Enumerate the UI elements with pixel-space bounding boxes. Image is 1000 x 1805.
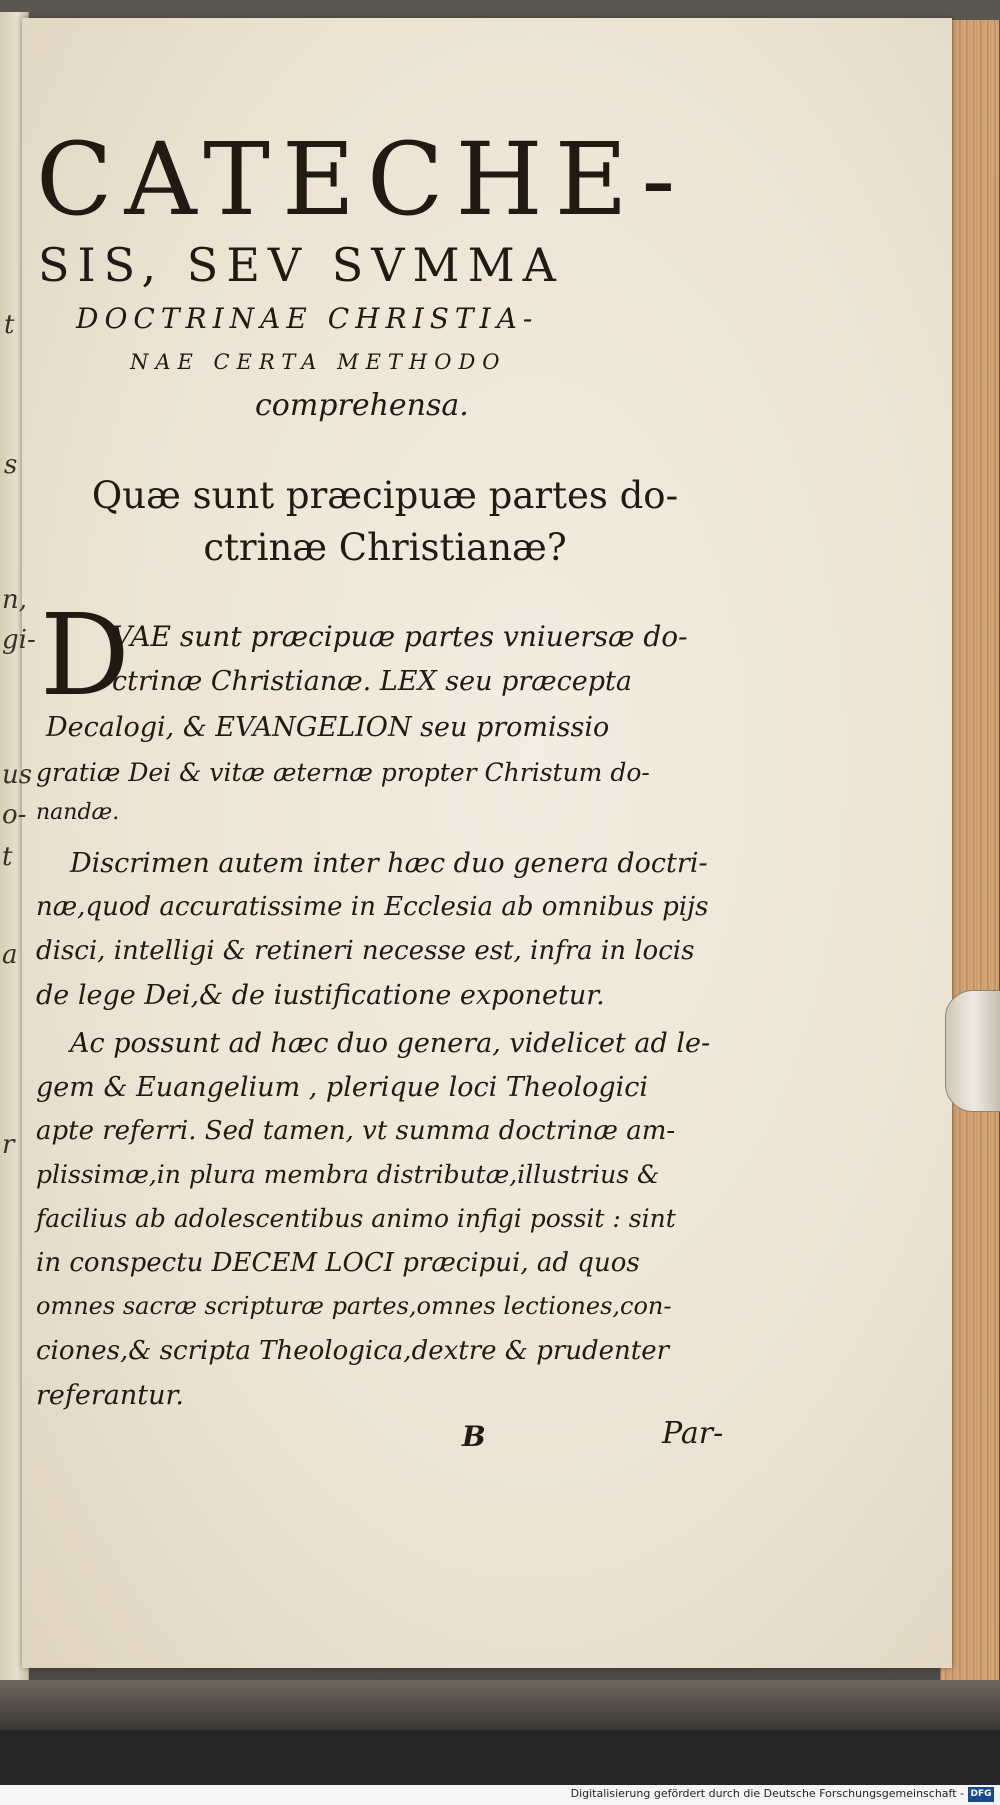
question-line-1: Quæ sunt præcipuæ partes do- xyxy=(91,474,679,517)
paragraph-1-line: Decalogi, & EVANGELION seu promissio xyxy=(46,712,610,743)
page-clip xyxy=(945,990,1000,1112)
title-line-4: NAE CERTA METHODO xyxy=(130,350,507,374)
title-line-2: SIS, SEV SVMMA xyxy=(38,238,564,292)
paragraph-3-line: omnes sacræ scripturæ partes,omnes lectiones,con- xyxy=(36,1292,672,1320)
margin-fragment: o- xyxy=(2,800,27,830)
paragraph-2-line: næ,quod accuratissime in Ecclesia ab omnibus pijs xyxy=(36,892,709,922)
margin-fragment: a xyxy=(2,940,18,970)
drop-cap: D xyxy=(40,591,130,721)
footer-attribution: Digitalisierung gefördert durch die Deutsche Forschungsgemeinschaft - xyxy=(570,1787,964,1800)
dfg-logo-icon: DFG xyxy=(968,1787,994,1802)
paragraph-3-line: in conspectu DECEM LOCI præcipui, ad quos xyxy=(36,1248,640,1278)
scan-background xyxy=(0,1730,1000,1785)
margin-fragment: gi- xyxy=(2,625,36,655)
paragraph-2-line: disci, intelligi & retineri necesse est, infra in locis xyxy=(36,936,695,966)
paragraph-3-line: apte referri. Sed tamen, vt summa doctrinæ am- xyxy=(36,1116,676,1146)
paragraph-3-line: plissimæ,in plura membra distributæ,illustrius & xyxy=(36,1160,660,1189)
paragraph-3-line: ciones,& scripta Theologica,dextre & prudenter xyxy=(36,1336,670,1366)
paragraph-2-line: de lege Dei,& de iustificatione exponetur. xyxy=(36,980,605,1011)
margin-fragment: s xyxy=(4,450,18,480)
margin-fragment: n, xyxy=(2,585,28,615)
paragraph-2-line: Discrimen autem inter hæc duo genera doctri- xyxy=(70,848,708,879)
book-cover-edge xyxy=(0,1680,1000,1730)
paragraph-3-line: gem & Euangelium , plerique loci Theologici xyxy=(36,1072,649,1103)
paragraph-1-line: ctrinæ Christianæ. LEX seu præcepta xyxy=(112,666,632,697)
paragraph-3-line: Ac possunt ad hæc duo genera, videlicet ad le- xyxy=(70,1028,711,1059)
margin-fragment: t xyxy=(2,842,13,872)
question-heading xyxy=(70,470,700,574)
title-line-3: DOCTRINAE CHRISTIA- xyxy=(76,302,539,335)
paragraph-3-line: facilius ab adolescentibus animo infigi possit : sint xyxy=(36,1204,676,1233)
title-line-5: comprehensa. xyxy=(255,388,469,423)
question-line-2: ctrinæ Christianæ? xyxy=(203,526,567,569)
paragraph-3-line: referantur. xyxy=(36,1380,185,1411)
margin-fragment: t xyxy=(4,310,15,340)
margin-fragment: r xyxy=(2,1130,15,1160)
catchword: Par- xyxy=(662,1416,724,1451)
paragraph-1-line: VAE sunt præcipuæ partes vniuersæ do- xyxy=(112,620,688,653)
paragraph-1-line: gratiæ Dei & vitæ æternæ propter Christum do- xyxy=(36,758,650,787)
margin-fragment: us xyxy=(2,760,33,790)
signature-mark: B xyxy=(462,1420,486,1453)
paragraph-1-line: nandæ. xyxy=(36,800,120,825)
title-line-1: CATECHE- xyxy=(36,121,688,238)
